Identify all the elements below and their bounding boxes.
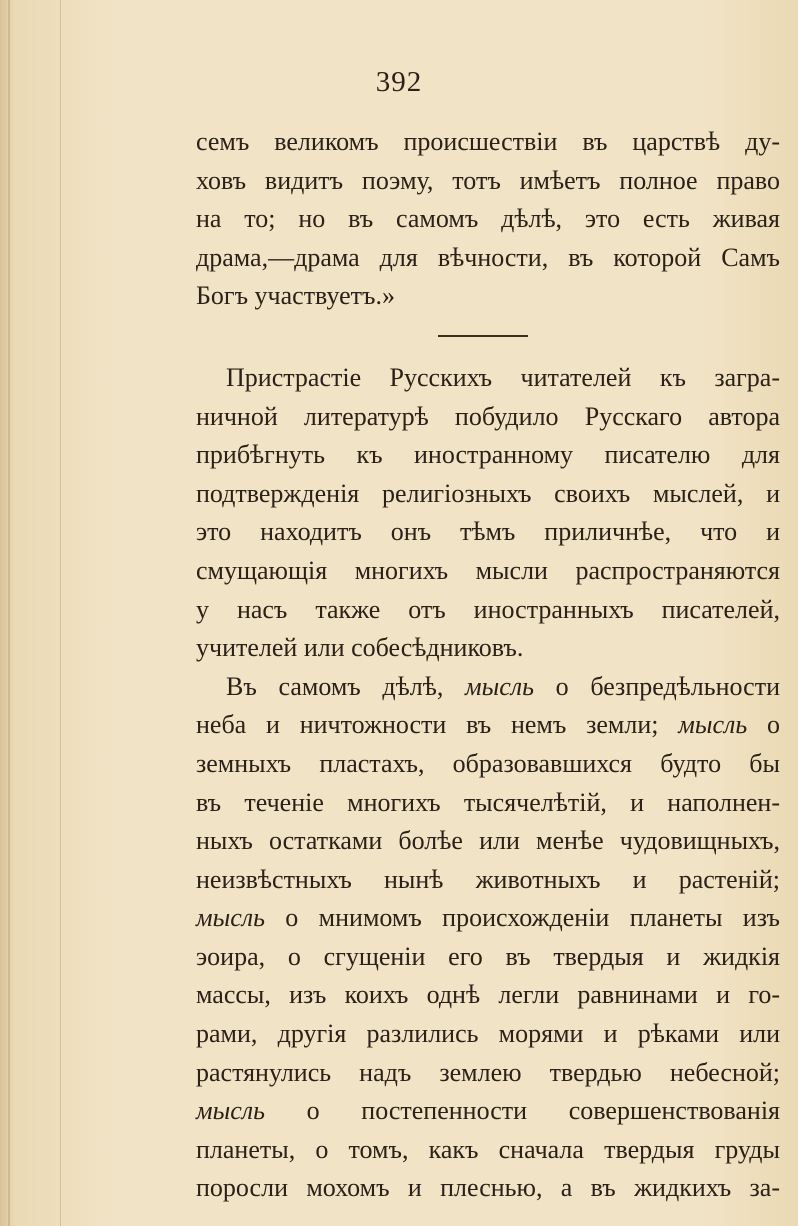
text-run: о постепенности совершенствованія	[264, 1096, 780, 1126]
text-line	[196, 899, 780, 938]
page-number: 392	[375, 66, 423, 98]
text-line: Богъ участвуетъ.»	[196, 281, 395, 311]
paragraph-foreign-literature	[196, 359, 780, 668]
text-line: ховъ видитъ поэму, тотъ имѣетъ полное право	[196, 165, 780, 195]
text-run: Въ самомъ дѣлѣ,	[226, 671, 466, 701]
paragraph-continued-quote	[196, 123, 780, 316]
text-run: неба и ничтожности въ немъ земли;	[196, 710, 679, 740]
text-line	[196, 1092, 780, 1131]
text-line: неизвѣстныхъ нынѣ животныхъ и растеній;	[196, 864, 780, 894]
text-line: Пристрастіе Русскихъ читателей къ загра-	[226, 362, 780, 392]
text-line: растянулись надъ землею твердью небесной;	[196, 1057, 780, 1087]
text-line: у насъ также отъ иностранныхъ писателей,	[196, 594, 780, 624]
text-line: учителей или собесѣдниковъ.	[196, 633, 524, 663]
text-line: массы, изъ коихъ однѣ легли равнинами и го-	[196, 980, 780, 1010]
italic-word: мысль	[196, 1096, 265, 1126]
text-line: эоира, о сгущеніи его въ твердыя и жидкія	[196, 941, 780, 971]
text-line: на то; но въ самомъ дѣлѣ, это есть живая	[196, 204, 780, 234]
text-line: семъ великомъ происшествіи въ царствѣ ду-	[196, 127, 780, 156]
text-line: прибѣгнуть къ иностранному писателю для	[196, 440, 780, 470]
text-run: о безпредѣльности	[533, 671, 780, 701]
text-run: о	[747, 710, 781, 740]
paragraph-ideas	[196, 668, 780, 1208]
italic-word: мысль	[196, 903, 265, 933]
text-line	[196, 706, 780, 745]
text-line: поросли мохомъ и плеснью, а въ жидкихъ за-	[196, 1173, 780, 1203]
text-line: планеты, о томъ, какъ сначала твердыя груды	[196, 1134, 780, 1164]
section-divider-area	[196, 316, 780, 359]
text-line: земныхъ пластахъ, образовавшихся будто бы	[196, 748, 780, 778]
page-text	[196, 123, 780, 1208]
italic-word: мысль	[678, 710, 748, 740]
section-divider-rule	[438, 335, 528, 337]
text-line: въ теченіе многихъ тысячелѣтій, и наполнен-	[196, 787, 780, 817]
text-line: подтвержденія религіозныхъ своихъ мыслей, и	[196, 478, 780, 508]
binding-fold-line	[60, 0, 61, 1226]
italic-word: мысль	[465, 671, 534, 701]
text-run: о мнимомъ происхожденіи планеты изъ	[264, 903, 780, 933]
text-line: смущающія многихъ мысли распространяются	[196, 555, 780, 585]
text-line: ничной литературѣ побудило Русскаго автора	[196, 401, 780, 431]
text-line: рами, другія разлились морями и рѣками или	[196, 1019, 780, 1049]
text-line	[196, 668, 780, 707]
binding-edge-shadow	[8, 0, 10, 1226]
text-line: ныхъ остатками болѣе или менѣе чудовищныхъ,	[196, 826, 780, 856]
text-line: драма,—драма для вѣчности, въ которой Самъ	[196, 242, 780, 272]
text-line: это находитъ онъ тѣмъ приличнѣе, что и	[196, 517, 780, 547]
